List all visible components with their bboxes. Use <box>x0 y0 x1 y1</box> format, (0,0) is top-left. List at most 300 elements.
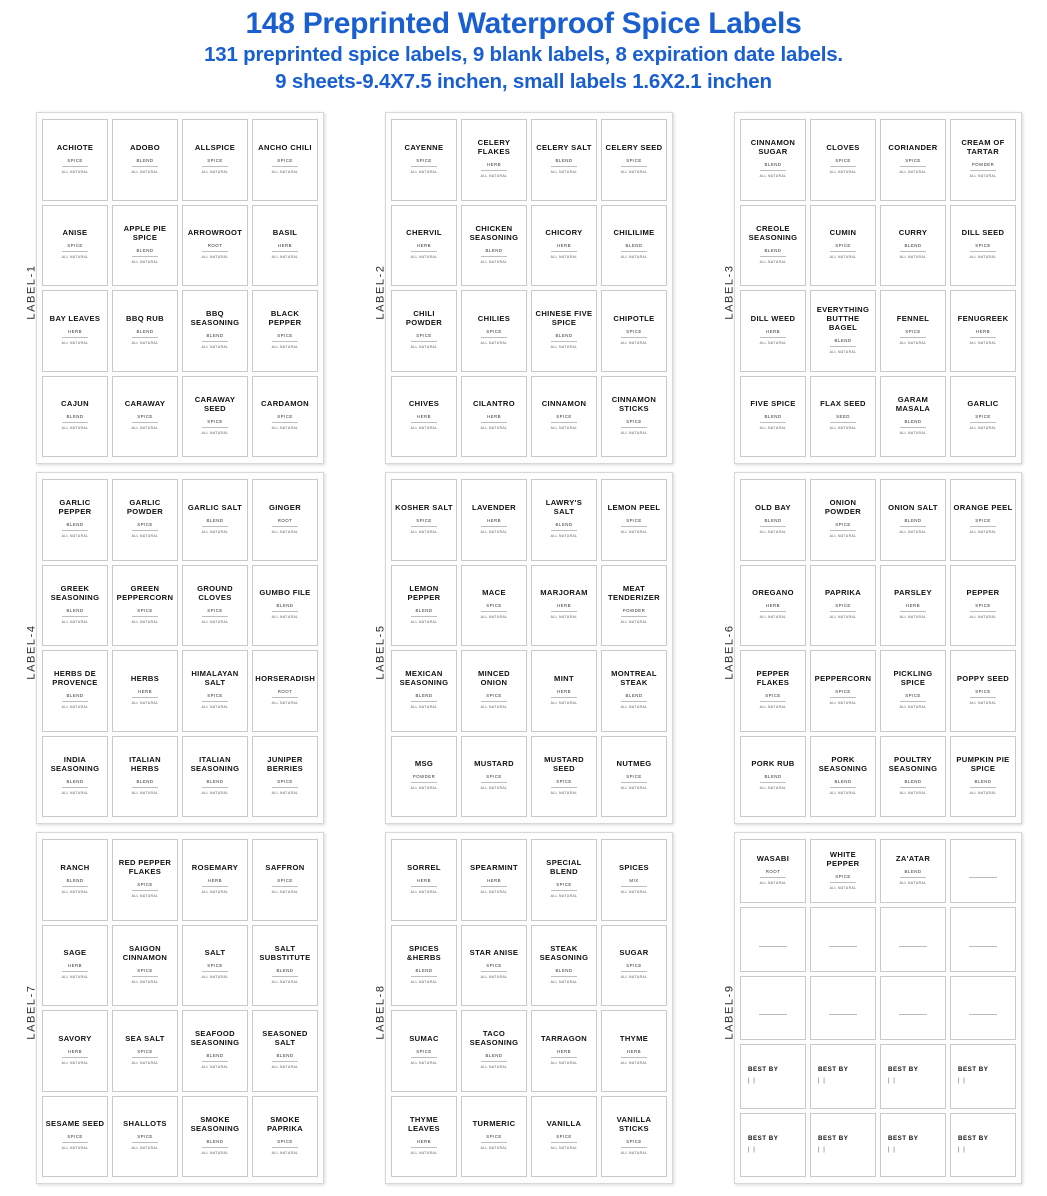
divider <box>481 1142 507 1143</box>
all-natural-text: ALL NATURAL <box>131 979 159 984</box>
all-natural-text: ALL NATURAL <box>550 894 578 899</box>
all-natural-text: ALL NATURAL <box>480 1065 508 1070</box>
spice-name: SHALLOTS <box>123 1119 167 1129</box>
divider <box>970 697 996 698</box>
sheet-side-label: LABEL-3 <box>723 264 736 320</box>
spice-label <box>810 565 876 647</box>
all-natural-text: ALL NATURAL <box>131 790 159 795</box>
spice-category: HERB <box>487 877 501 883</box>
spice-category: SPICE <box>975 603 991 609</box>
divider <box>760 701 786 702</box>
spice-name: CELERY SALT <box>536 142 592 152</box>
divider <box>900 166 926 167</box>
spice-category: BLEND <box>66 414 84 420</box>
divider <box>62 422 88 423</box>
spice-category: SPICE <box>137 882 153 888</box>
sheet-label-grid <box>385 472 673 824</box>
spice-label <box>880 119 946 201</box>
spice-name: CARAWAY SEED <box>194 394 236 413</box>
divider <box>132 697 158 698</box>
all-natural-text: ALL NATURAL <box>131 534 159 539</box>
all-natural-text: ALL NATURAL <box>201 1150 229 1155</box>
all-natural-text: ALL NATURAL <box>61 619 89 624</box>
all-natural-text: ALL NATURAL <box>271 790 299 795</box>
divider <box>132 422 158 423</box>
spice-label <box>531 1096 597 1178</box>
spice-category: BLEND <box>904 243 922 249</box>
divider <box>970 337 996 338</box>
spice-label <box>42 839 108 921</box>
all-natural-text: ALL NATURAL <box>550 426 578 431</box>
spice-category: BLEND <box>136 328 154 334</box>
spice-label <box>252 479 318 561</box>
all-natural-text: ALL NATURAL <box>201 619 229 624</box>
divider <box>481 337 507 338</box>
best-by-text: BEST BY <box>818 1134 849 1142</box>
spice-name: MINT <box>554 673 574 683</box>
spice-category: BLEND <box>904 778 922 784</box>
blank-label <box>950 976 1016 1040</box>
spice-label <box>182 376 248 458</box>
divider <box>900 427 926 428</box>
write-line <box>899 1014 928 1015</box>
spice-category: BLEND <box>764 774 782 780</box>
spice-name: RANCH <box>60 862 90 872</box>
spice-category: SPICE <box>905 328 921 334</box>
all-natural-text: ALL NATURAL <box>620 619 648 624</box>
spice-label <box>740 376 806 458</box>
spice-category: SPICE <box>277 157 293 163</box>
all-natural-text: ALL NATURAL <box>550 790 578 795</box>
spice-category: HERB <box>417 414 431 420</box>
all-natural-text: ALL NATURAL <box>271 1065 299 1070</box>
spice-label <box>601 205 667 287</box>
all-natural-text: ALL NATURAL <box>969 790 997 795</box>
spice-label <box>531 205 597 287</box>
spice-name: LAVENDER <box>471 502 516 512</box>
all-natural-text: ALL NATURAL <box>620 529 648 534</box>
spice-category: BLEND <box>904 869 922 875</box>
divider <box>411 422 437 423</box>
divider <box>621 971 647 972</box>
spice-label <box>112 205 178 287</box>
spice-label <box>42 479 108 561</box>
divider <box>760 170 786 171</box>
spice-label <box>391 376 457 458</box>
spice-category: HERB <box>487 414 501 420</box>
expiration-date-label <box>740 1113 806 1177</box>
all-natural-text: ALL NATURAL <box>201 529 229 534</box>
spice-name: CELERY SEED <box>605 142 663 152</box>
divider <box>481 971 507 972</box>
divider <box>411 251 437 252</box>
spice-name: GREEN PEPPERCORN <box>116 583 174 602</box>
spice-category: SPICE <box>626 963 642 969</box>
all-natural-text: ALL NATURAL <box>271 169 299 174</box>
label-sheets-grid <box>0 112 1047 1192</box>
spice-label <box>950 290 1016 372</box>
date-slots: | | <box>818 1078 826 1085</box>
spice-category: BLEND <box>66 607 84 613</box>
spice-label <box>252 290 318 372</box>
all-natural-text: ALL NATURAL <box>201 255 229 260</box>
spice-label <box>252 839 318 921</box>
all-natural-text: ALL NATURAL <box>61 255 89 260</box>
divider <box>132 1057 158 1058</box>
spice-category: BLEND <box>904 517 922 523</box>
best-by-text: BEST BY <box>748 1134 779 1142</box>
spice-category: HERB <box>766 603 780 609</box>
spice-category: BLEND <box>66 877 84 883</box>
divider <box>411 886 437 887</box>
divider <box>830 422 856 423</box>
spice-category: SPICE <box>626 418 642 424</box>
spice-category: BLEND <box>485 247 503 253</box>
divider <box>272 1061 298 1062</box>
divider <box>202 971 228 972</box>
all-natural-text: ALL NATURAL <box>620 430 648 435</box>
all-natural-text: ALL NATURAL <box>620 975 648 980</box>
spice-label <box>112 839 178 921</box>
divider <box>202 427 228 428</box>
spice-label <box>880 479 946 561</box>
date-slots: | | <box>748 1146 756 1153</box>
spice-label <box>182 1096 248 1178</box>
all-natural-text: ALL NATURAL <box>480 786 508 791</box>
all-natural-text: ALL NATURAL <box>899 255 927 260</box>
all-natural-text: ALL NATURAL <box>550 255 578 260</box>
divider <box>411 701 437 702</box>
spice-category: HERB <box>557 603 571 609</box>
blank-label <box>810 976 876 1040</box>
spice-category: SPICE <box>416 333 432 339</box>
blank-label <box>740 976 806 1040</box>
spice-name: FIVE SPICE <box>750 399 796 409</box>
product-header <box>0 0 1047 95</box>
spice-name: CHIVES <box>408 399 440 409</box>
spice-label <box>531 119 597 201</box>
spice-category: BLEND <box>415 967 433 973</box>
spice-label <box>461 565 527 647</box>
all-natural-text: ALL NATURAL <box>899 615 927 620</box>
spice-label <box>740 839 806 903</box>
divider <box>272 1147 298 1148</box>
divider <box>970 251 996 252</box>
spice-name: OLD BAY <box>755 502 791 512</box>
divider <box>272 251 298 252</box>
spice-label <box>252 376 318 458</box>
write-line <box>969 1014 998 1015</box>
divider <box>272 526 298 527</box>
spice-label <box>531 1010 597 1092</box>
spice-category: SPICE <box>626 157 642 163</box>
spice-label <box>880 650 946 732</box>
spice-category: SPICE <box>626 328 642 334</box>
spice-name: CILANTRO <box>472 399 516 409</box>
divider <box>830 611 856 612</box>
spice-label <box>880 290 946 372</box>
divider <box>481 611 507 612</box>
spice-label <box>740 736 806 818</box>
all-natural-text: ALL NATURAL <box>410 619 438 624</box>
spice-category: ROOT <box>207 243 223 249</box>
expiration-date-label <box>880 1113 946 1177</box>
spice-name: MEAT TENDERIZER <box>607 583 660 602</box>
spice-category: HERB <box>417 877 431 883</box>
spice-label <box>461 1096 527 1178</box>
spice-name: HERBS <box>130 673 160 683</box>
spice-category: HERB <box>208 877 222 883</box>
all-natural-text: ALL NATURAL <box>201 790 229 795</box>
spice-label <box>601 290 667 372</box>
spice-label <box>461 925 527 1007</box>
all-natural-text: ALL NATURAL <box>899 169 927 174</box>
divider <box>551 166 577 167</box>
spice-name: GUMBO FILE <box>259 588 311 598</box>
spice-label <box>112 1010 178 1092</box>
spice-category: ROOT <box>765 869 781 875</box>
label-sheet-6 <box>698 472 1047 832</box>
spice-label <box>182 1010 248 1092</box>
all-natural-text: ALL NATURAL <box>759 705 787 710</box>
spice-name: SALT <box>204 948 226 958</box>
spice-category: SPICE <box>626 1138 642 1144</box>
spice-label <box>810 376 876 458</box>
spice-category: SPICE <box>277 877 293 883</box>
write-line <box>759 946 788 947</box>
all-natural-text: ALL NATURAL <box>969 340 997 345</box>
spice-label <box>950 205 1016 287</box>
spice-label <box>950 376 1016 458</box>
spice-name: RED PEPPER FLAKES <box>118 858 172 877</box>
sheet-side-label: LABEL-7 <box>25 984 38 1040</box>
divider <box>551 1057 577 1058</box>
spice-category: BLEND <box>834 337 852 343</box>
spice-category: SEED <box>836 414 850 420</box>
spice-name: SMOKE PAPRIKA <box>266 1114 304 1133</box>
all-natural-text: ALL NATURAL <box>620 340 648 345</box>
spice-name: STAR ANISE <box>469 948 519 958</box>
all-natural-text: ALL NATURAL <box>201 169 229 174</box>
divider <box>481 422 507 423</box>
spice-label <box>950 736 1016 818</box>
divider <box>551 251 577 252</box>
divider <box>202 701 228 702</box>
spice-name: CARDAMON <box>261 399 309 409</box>
spice-category: HERB <box>68 1048 82 1054</box>
all-natural-text: ALL NATURAL <box>829 534 857 539</box>
spice-label <box>391 565 457 647</box>
spice-label <box>112 1096 178 1178</box>
spice-label <box>182 839 248 921</box>
divider <box>621 886 647 887</box>
write-line <box>899 946 928 947</box>
divider <box>621 782 647 783</box>
spice-name: CUMIN <box>829 228 857 238</box>
blank-label <box>950 839 1016 903</box>
spice-label <box>182 736 248 818</box>
spice-name: MARJORAM <box>540 588 588 598</box>
write-line <box>969 877 998 878</box>
spice-name: ONION SALT <box>888 502 938 512</box>
blank-label <box>740 907 806 971</box>
spice-name: ORANGE PEEL <box>953 502 1013 512</box>
all-natural-text: ALL NATURAL <box>480 705 508 710</box>
spice-name: GARAM MASALA <box>895 394 931 413</box>
spice-name: ANISE <box>62 228 88 238</box>
all-natural-text: ALL NATURAL <box>480 340 508 345</box>
spice-label <box>601 1096 667 1178</box>
divider <box>830 787 856 788</box>
spice-label <box>531 736 597 818</box>
spice-category: BLEND <box>276 1053 294 1059</box>
spice-name: WHITE PEPPER <box>826 849 860 868</box>
spice-category: SPICE <box>277 778 293 784</box>
divider <box>551 422 577 423</box>
spice-label <box>112 479 178 561</box>
all-natural-text: ALL NATURAL <box>131 1146 159 1151</box>
spice-name: MUSTARD SEED <box>544 754 584 773</box>
spice-category: BLEND <box>66 778 84 784</box>
spice-name: ANCHO CHILI <box>258 142 312 152</box>
spice-name: MINCED ONION <box>477 669 511 688</box>
spice-name: DILL SEED <box>961 228 1005 238</box>
all-natural-text: ALL NATURAL <box>480 1146 508 1151</box>
date-slots: | | <box>888 1146 896 1153</box>
divider <box>132 530 158 531</box>
spice-label <box>182 290 248 372</box>
divider <box>132 616 158 617</box>
spice-label <box>461 1010 527 1092</box>
expiration-date-label <box>950 1044 1016 1108</box>
all-natural-text: ALL NATURAL <box>410 345 438 350</box>
divider <box>551 890 577 891</box>
sheet-side-label: LABEL-9 <box>723 984 736 1040</box>
divider <box>411 782 437 783</box>
divider <box>900 877 926 878</box>
label-sheet-9 <box>698 832 1047 1192</box>
spice-name: SAVORY <box>58 1033 92 1043</box>
spice-name: PEPPER FLAKES <box>756 669 790 688</box>
spice-category: SPICE <box>486 328 502 334</box>
spice-label <box>601 479 667 561</box>
divider <box>132 1142 158 1143</box>
spice-category: SPICE <box>765 693 781 699</box>
all-natural-text: ALL NATURAL <box>759 259 787 264</box>
spice-category: SPICE <box>207 607 223 613</box>
spice-category: BLEND <box>206 1053 224 1059</box>
spice-category: SPICE <box>416 157 432 163</box>
spice-name: CHILIES <box>477 313 511 323</box>
spice-category: HERB <box>68 963 82 969</box>
spice-category: HERB <box>417 243 431 249</box>
divider <box>202 166 228 167</box>
label-sheet-5 <box>349 472 698 832</box>
spice-label <box>531 290 597 372</box>
spice-name: CINNAMON SUGAR <box>750 138 796 157</box>
divider <box>411 616 437 617</box>
all-natural-text: ALL NATURAL <box>410 255 438 260</box>
all-natural-text: ALL NATURAL <box>201 975 229 980</box>
expiration-date-label <box>810 1113 876 1177</box>
all-natural-text: ALL NATURAL <box>201 345 229 350</box>
write-line <box>829 1014 858 1015</box>
spice-name: GARLIC POWDER <box>126 498 164 517</box>
all-natural-text: ALL NATURAL <box>829 885 857 890</box>
spice-label <box>810 650 876 732</box>
spice-category: BLEND <box>555 967 573 973</box>
all-natural-text: ALL NATURAL <box>620 1150 648 1155</box>
spice-name: ONION POWDER <box>824 498 862 517</box>
divider <box>272 611 298 612</box>
spice-name: ROSEMARY <box>191 862 239 872</box>
sheet-label-grid <box>36 112 324 464</box>
all-natural-text: ALL NATURAL <box>410 1150 438 1155</box>
spice-name: MACE <box>482 588 506 598</box>
divider <box>551 1142 577 1143</box>
all-natural-text: ALL NATURAL <box>620 255 648 260</box>
spice-category: ROOT <box>277 688 293 694</box>
spice-label <box>252 736 318 818</box>
divider <box>202 526 228 527</box>
spice-category: POWDER <box>412 774 436 780</box>
spice-name: TARRAGON <box>540 1033 588 1043</box>
spice-category: SPICE <box>835 157 851 163</box>
spice-category: SPICE <box>277 414 293 420</box>
spice-label <box>810 479 876 561</box>
all-natural-text: ALL NATURAL <box>480 174 508 179</box>
subtitle-counts: 131 preprinted spice labels, 9 blank labels, 8 expiration date labels. <box>204 43 843 67</box>
divider <box>900 337 926 338</box>
all-natural-text: ALL NATURAL <box>271 1150 299 1155</box>
divider <box>62 1057 88 1058</box>
all-natural-text: ALL NATURAL <box>969 426 997 431</box>
spice-category: BLEND <box>206 517 224 523</box>
spice-label <box>391 479 457 561</box>
spice-name: CINNAMON STICKS <box>611 394 657 413</box>
divider <box>272 422 298 423</box>
spice-name: HIMALAYAN SALT <box>191 669 239 688</box>
spice-name: ZA'ATAR <box>895 854 931 864</box>
spice-name: CREOLE SEASONING <box>748 223 798 242</box>
spice-name: CHERVIL <box>406 228 442 238</box>
spice-name: ARROWROOT <box>187 228 243 238</box>
spice-label <box>601 839 667 921</box>
expiration-date-label <box>950 1113 1016 1177</box>
spice-name: SAIGON CINNAMON <box>122 943 168 962</box>
spice-label <box>182 925 248 1007</box>
blank-label <box>810 907 876 971</box>
all-natural-text: ALL NATURAL <box>271 979 299 984</box>
spice-name: POULTRY SEASONING <box>888 754 938 773</box>
spice-category: SPICE <box>486 1134 502 1140</box>
all-natural-text: ALL NATURAL <box>969 529 997 534</box>
sheet-label-grid <box>734 832 1022 1184</box>
divider <box>900 787 926 788</box>
spice-label <box>740 119 806 201</box>
spice-category: BLEND <box>206 778 224 784</box>
all-natural-text: ALL NATURAL <box>131 619 159 624</box>
all-natural-text: ALL NATURAL <box>410 529 438 534</box>
spice-label <box>601 925 667 1007</box>
label-sheet-1 <box>0 112 349 472</box>
all-natural-text: ALL NATURAL <box>410 169 438 174</box>
blank-label <box>880 907 946 971</box>
all-natural-text: ALL NATURAL <box>759 340 787 345</box>
spice-category: SPICE <box>975 688 991 694</box>
date-slots: | | <box>958 1146 966 1153</box>
spice-name: JUNIPER BERRIES <box>266 754 304 773</box>
